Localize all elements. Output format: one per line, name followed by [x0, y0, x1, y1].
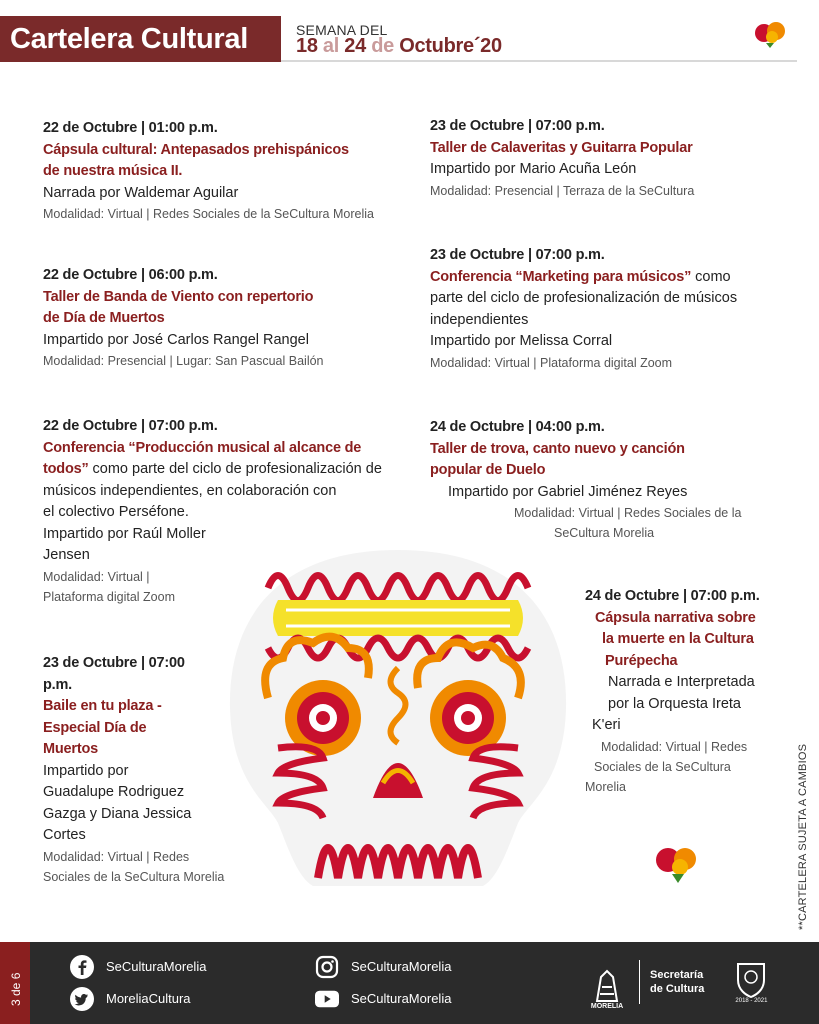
event-modality: Modalidad: Presencial | Lugar: San Pascual Bailón	[43, 354, 324, 368]
event-title: de Día de Muertos	[43, 310, 165, 326]
week-from: 18	[296, 35, 318, 57]
event-title: Taller de Calaveritas y Guitarra Popular	[430, 139, 693, 156]
event-title: la muerte en la Cultura	[602, 631, 754, 647]
week-label: SEMANA DEL	[296, 22, 388, 38]
instagram-icon	[315, 955, 339, 979]
event-detail: Impartido por Gabriel Jiménez Reyes	[448, 483, 688, 500]
event-card	[43, 265, 403, 371]
event-title: Cápsula narrativa sobre	[595, 609, 756, 626]
instagram-handle: SeCulturaMorelia	[351, 959, 452, 974]
event-detail: parte del ciclo de profesionalización de músicos	[430, 290, 738, 306]
facebook-link[interactable]	[70, 955, 206, 979]
event-card	[430, 417, 790, 543]
logo-divider	[639, 960, 640, 1004]
event-detail: Impartido por Mario Acuña León	[430, 161, 637, 177]
event-detail: Impartido por	[43, 762, 129, 779]
event-time: p.m.	[43, 676, 73, 693]
event-modality: Modalidad: Presencial | Terraza de la SeCultura	[430, 183, 695, 198]
event-detail: independientes	[430, 311, 529, 328]
event-date: 24 de Octubre | 07:00 p.m.	[585, 588, 760, 604]
event-date: 23 de Octubre | 07:00 p.m.	[430, 247, 605, 263]
event-modality: Modalidad: Virtual | Redes	[601, 739, 748, 754]
event-date: 22 de Octubre | 07:00 p.m.	[43, 418, 218, 434]
header-divider	[281, 60, 797, 62]
disclaimer-note: **CARTELERA SUJETA A CAMBIOS	[797, 743, 809, 930]
page-title: Cartelera Cultural	[0, 16, 281, 62]
week-year: ´20	[473, 35, 502, 57]
morelia-logo-text: MORELIA	[590, 1003, 624, 1010]
page-indicator: 3 de 6	[0, 942, 30, 1024]
youtube-icon	[315, 987, 339, 1011]
footer-logos	[585, 952, 768, 1012]
event-modality: SeCultura Morelia	[554, 526, 655, 540]
marigold-flower-icon	[752, 17, 790, 49]
event-detail: Impartido por Raúl Moller	[43, 525, 206, 542]
event-title: Purépecha	[605, 652, 678, 669]
event-card	[43, 653, 243, 887]
secretaria-line-2: de Cultura	[650, 983, 705, 995]
event-detail: Narrada e Interpretada	[608, 674, 755, 690]
facebook-handle: SeCulturaMorelia	[106, 959, 207, 974]
event-detail: Gazga y Diana Jessica	[43, 805, 192, 822]
secretaria-cultura-logo	[650, 968, 704, 996]
event-date: 23 de Octubre | 07:00	[43, 655, 185, 671]
twitter-icon	[70, 987, 94, 1011]
event-card	[585, 586, 785, 797]
week-dates	[296, 35, 502, 58]
event-title: Especial Día de	[43, 719, 147, 736]
sugar-skull-illustration	[228, 548, 568, 888]
twitter-handle: MoreliaCultura	[106, 991, 191, 1006]
event-title: Baile en tu plaza -	[43, 698, 162, 714]
week-to: 24	[344, 35, 366, 57]
event-title: Conferencia “Producción musical al alcance de	[43, 439, 362, 456]
event-detail: Narrada por Waldemar Aguilar	[43, 184, 239, 201]
event-title: Taller de Banda de Viento con repertorio	[43, 288, 314, 305]
week-de: de	[371, 35, 394, 57]
municipal-seal-logo	[734, 960, 768, 1004]
event-detail: Cortes	[43, 827, 86, 843]
event-modality: Sociales de la SeCultura Morelia	[43, 869, 225, 884]
event-date: 24 de Octubre | 04:00 p.m.	[430, 419, 605, 435]
event-detail: músicos independientes, en colaboración con	[43, 482, 337, 499]
event-detail: Impartido por Melissa Corral	[430, 333, 613, 349]
logo-period: 2018 - 2021	[735, 998, 768, 1004]
event-title: de nuestra música II.	[43, 163, 183, 179]
event-title: Taller de trova, canto nuevo y canción	[430, 440, 685, 457]
youtube-link[interactable]	[315, 987, 451, 1011]
event-modality: Modalidad: Virtual | Redes Sociales de la SeCultura Morelia	[43, 207, 374, 221]
event-date: 22 de Octubre | 06:00 p.m.	[43, 267, 218, 283]
morelia-logo	[585, 954, 629, 1010]
event-detail: por la Orquesta Ireta	[608, 695, 741, 712]
twitter-link[interactable]	[70, 987, 191, 1011]
event-title: Cápsula cultural: Antepasados prehispánicos	[43, 141, 349, 158]
event-detail: Jensen	[43, 547, 90, 563]
event-detail: todos” como parte del ciclo de profesionalización de	[43, 461, 382, 477]
week-month: Octubre	[399, 35, 474, 57]
week-al: al	[322, 35, 340, 57]
event-modality: Modalidad: Virtual | Redes	[43, 849, 190, 864]
event-title: Muertos	[43, 741, 98, 757]
secretaria-line-1: Secretaría	[650, 969, 704, 981]
facebook-icon	[70, 955, 94, 979]
youtube-handle: SeCulturaMorelia	[351, 991, 452, 1006]
marigold-flower-icon	[652, 842, 704, 884]
event-modality: Modalidad: Virtual |	[43, 569, 150, 584]
event-detail: el colectivo Perséfone.	[43, 504, 189, 520]
event-modality: Morelia	[585, 779, 626, 794]
event-title: popular de Duelo	[430, 462, 546, 478]
event-card	[430, 116, 790, 201]
event-detail: Impartido por José Carlos Rangel Rangel	[43, 331, 309, 348]
event-modality: Plataforma digital Zoom	[43, 589, 176, 604]
event-detail: K'eri	[592, 717, 621, 733]
event-detail: Guadalupe Rodriguez	[43, 784, 185, 800]
event-detail: Conferencia “Marketing para músicos” como	[430, 268, 731, 285]
event-card	[43, 118, 403, 224]
event-date: 22 de Octubre | 01:00 p.m.	[43, 120, 218, 136]
event-modality: Modalidad: Virtual | Redes Sociales de la	[514, 506, 742, 520]
event-modality: Modalidad: Virtual | Plataforma digital Zoom	[430, 355, 673, 370]
event-card	[430, 245, 790, 373]
event-modality: Sociales de la SeCultura	[594, 759, 731, 774]
instagram-link[interactable]	[315, 955, 451, 979]
event-date: 23 de Octubre | 07:00 p.m.	[430, 118, 605, 134]
